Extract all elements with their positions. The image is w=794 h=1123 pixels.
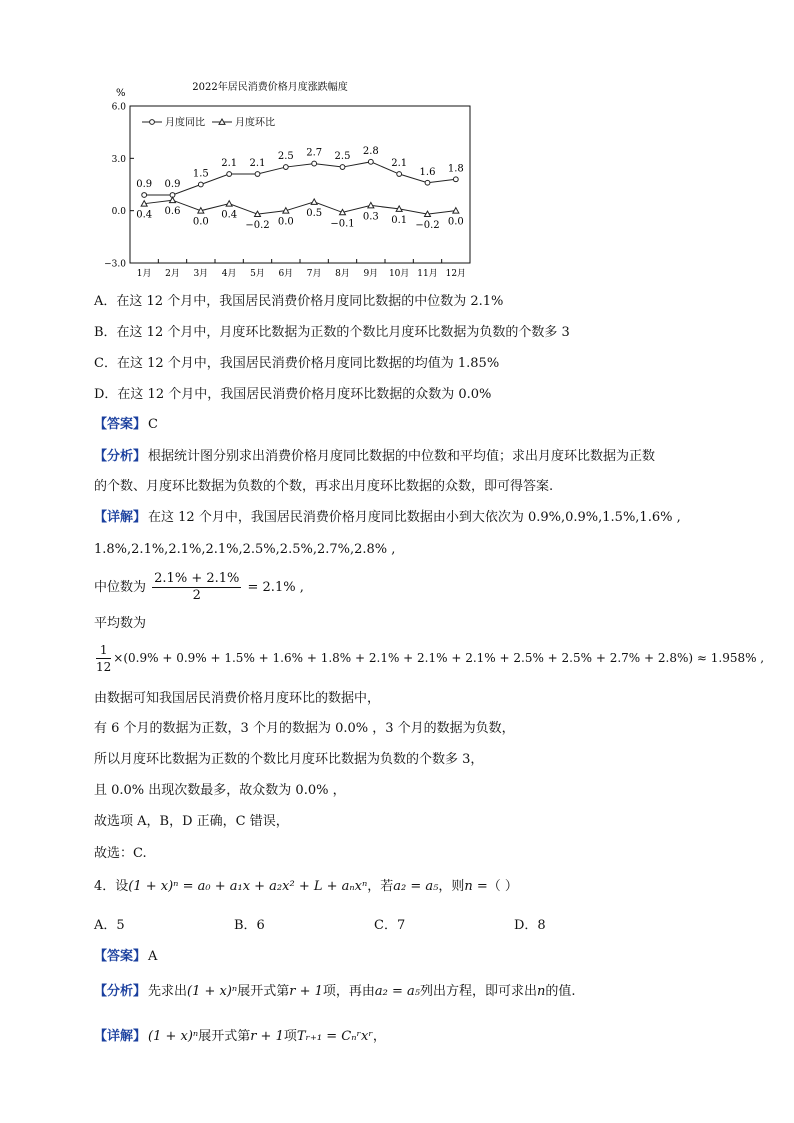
median-numerator: 2.1% + 2.1% [154,571,240,586]
q4-n: n = [464,879,488,894]
q4-detail-text-b: 项 [283,1029,297,1044]
point-circle [198,182,203,187]
y-axis-unit: % [116,88,126,99]
y-tick-label: 6.0 [111,102,126,113]
data-label: −0.2 [245,220,270,232]
point-circle [368,159,373,164]
q4-mid: ，若 [367,879,394,894]
plot-frame [130,106,470,263]
point-triangle [311,199,317,204]
point-triangle [226,201,232,206]
q4-option-c: C．7 [374,918,406,933]
q4-expansion: (1 + x)ⁿ = a₀ + a₁x + a₂x² + L + aₙxⁿ [128,879,368,894]
cpi-line-chart [90,78,490,283]
median-fraction [152,571,241,604]
q4-analysis-expr-3: a₂ = a₅ [374,984,420,999]
data-label: 0.3 [362,211,379,223]
point-circle [397,172,402,177]
data-label: 2.5 [334,151,351,163]
q3-detail-f: 故选：C. [94,846,147,861]
data-label: 0.5 [306,207,323,219]
q3-detail-b: 有 6 个月的数据为正数，3 个月的数据为 0.0% ，3 个月的数据为负数， [94,721,515,736]
x-tick-label: 12月 [445,269,467,279]
q3-detail-a: 由数据可知我国居民消费价格月度环比的数据中， [94,691,381,706]
data-label: 0.9 [164,178,181,190]
mean-fraction [96,642,111,675]
q4-detail-text-a: 展开式第 [198,1029,251,1044]
q4-option-d: D．8 [514,918,546,933]
q3-detail-d: 且 0.0% 出现次数最多，故众数为 0.0% ， [94,783,346,798]
median-denominator: 2 [192,588,201,603]
x-tick-label: 2月 [165,269,180,279]
point-circle [283,165,288,170]
data-label: 0.4 [221,209,238,221]
x-tick-label: 3月 [193,269,209,279]
data-label: 0.0 [277,216,294,228]
data-label: 0.6 [164,206,181,218]
analysis-text: 根据统计图分别求出消费价格月度同比数据的中位数和平均值；求出月度环比数据为正数 [148,449,656,464]
data-label: 0.4 [136,209,153,221]
q4-option-b: B．6 [234,918,265,933]
x-tick-label: 6月 [278,269,294,279]
q3-mean-expression [94,642,764,675]
q4-analysis [94,983,576,1001]
q4-answer-tag: 【答案】 [94,949,147,964]
data-label: 1.5 [192,168,209,180]
legend-label: 月度环比 [235,117,275,129]
q4-answer-value: A [148,949,158,964]
q4-prefix: 4．设 [94,879,129,894]
q4-analysis-text-a: 先求出 [148,984,188,999]
q4-analysis-expr-4: n [537,984,546,999]
q4-detail [94,1028,386,1046]
q4-detail-text-c: ， [372,1029,386,1044]
q3-option-c: C．在这 12 个月中，我国居民消费价格月度同比数据的均值为 1.85% [94,356,500,371]
series-line-2 [144,200,456,214]
q3-detail-line-2: 1.8%,2.1%,2.1%,2.1%,2.5%,2.5%,2.7%,2.8% , [94,542,396,557]
q4-analysis-text-b: 展开式第 [237,984,290,999]
q4-answer [94,948,157,966]
q4-analysis-text-c: 项，再由 [322,984,375,999]
point-circle [255,172,260,177]
q3-answer [94,416,158,434]
q3-option-b: B．在这 12 个月中，月度环比数据为正数的个数比月度环比数据为负数的个数多 3 [94,325,570,340]
answer-value: C [148,417,158,432]
mean-sum: ×(0.9% + 0.9% + 1.5% + 1.6% + 1.8% + 2.1% + 2.1% + 2.1% + 2.5% + 2.5% + 2.7% + 2.8%) ≈ 1.958% , [113,651,765,665]
q4-condition: a₂ = a₅ [393,879,439,894]
q3-analysis-line-2: 的个数、月度环比数据为负数的个数，再求出月度环比数据的众数，即可得答案. [94,479,554,494]
q3-detail-line-1 [94,509,681,527]
point-circle [312,161,317,166]
point-circle [340,165,345,170]
data-label: 1.8 [447,163,464,175]
x-tick-label: 10月 [388,269,410,279]
data-label: 0.9 [136,178,153,190]
data-label: 2.8 [362,145,379,157]
detail-tag: 【详解】 [94,510,147,525]
data-label: 2.7 [306,147,323,159]
y-tick-label: −3.0 [104,259,126,270]
q3-option-a: A．在这 12 个月中，我国居民消费价格月度同比数据的中位数为 2.1% [94,294,504,309]
q4-blank: （ ） [487,879,518,894]
q4-analysis-expr-2: r + 1 [289,984,323,999]
data-label: 0.1 [391,214,408,226]
q3-option-d: D．在这 12 个月中，我国居民消费价格月度环比数据的众数为 0.0% [94,387,492,402]
q4-options [94,917,654,935]
data-label: −0.2 [415,220,440,232]
data-label: 2.1 [221,158,238,170]
data-label: 2.5 [277,151,294,163]
mean-denominator: 12 [96,660,112,674]
data-label: 2.1 [249,158,266,170]
point-circle [227,172,232,177]
q4-analysis-expr-1: (1 + x)ⁿ [187,984,238,999]
x-tick-label: 5月 [250,269,265,279]
chart-title: 2022年居民消费价格月度涨跌幅度 [192,82,348,93]
q4-detail-expr-3: Tᵣ₊₁ = Cₙʳxʳ [296,1029,373,1044]
q3-analysis-line-1 [94,448,655,466]
answer-tag: 【答案】 [94,417,147,432]
y-tick-label: 3.0 [111,154,126,165]
mean-numerator: 1 [96,642,111,659]
q4-stem [94,878,518,896]
detail-text: 在这 12 个月中，我国居民消费价格月度同比数据由小到大依次为 0.9%,0.9%,1.5%,1.6% , [148,510,681,525]
series-line-1 [144,162,456,195]
q3-detail-e: 故选项 A，B，D 正确，C 错误， [94,814,289,829]
analysis-tag: 【分析】 [94,449,147,464]
x-tick-label: 11月 [417,269,438,279]
q3-median-line [94,571,304,604]
legend-label: 月度同比 [165,117,205,129]
q3-mean-label: 平均数为 [94,616,147,631]
point-circle [425,180,430,185]
median-prefix: 中位数为 [94,580,147,595]
q4-analysis-tag: 【分析】 [94,984,147,999]
q4-detail-expr-2: r + 1 [250,1029,284,1044]
median-result: = 2.1% , [247,580,304,595]
q4-analysis-text-e: 的值. [545,984,576,999]
q4-detail-tag: 【详解】 [94,1029,147,1044]
q3-detail-c: 所以月度环比数据为正数的个数比月度环比数据为负数的个数多 3， [94,752,484,767]
data-label: 0.0 [192,216,209,228]
data-label: 2.1 [391,158,408,170]
point-circle [453,177,458,182]
q4-suffix: ，则 [438,879,465,894]
data-label: 1.6 [419,166,436,178]
y-tick-label: 0.0 [111,207,126,218]
x-tick-label: 9月 [363,269,379,279]
point-circle [142,193,147,198]
x-tick-label: 4月 [221,269,237,279]
q4-analysis-text-d: 列出方程，即可求出 [419,984,537,999]
chart-svg [90,78,490,283]
x-tick-label: 7月 [306,269,322,279]
point-triangle [170,197,176,202]
point-triangle [368,202,374,207]
q4-option-a: A．5 [94,918,125,933]
q4-detail-expr-1: (1 + x)ⁿ [148,1029,199,1044]
x-tick-label: 1月 [136,269,152,279]
data-label: −0.1 [330,218,355,230]
legend-marker-circle [150,120,155,125]
x-tick-label: 8月 [335,269,350,279]
data-label: 0.0 [447,216,464,228]
point-triangle [453,208,459,213]
